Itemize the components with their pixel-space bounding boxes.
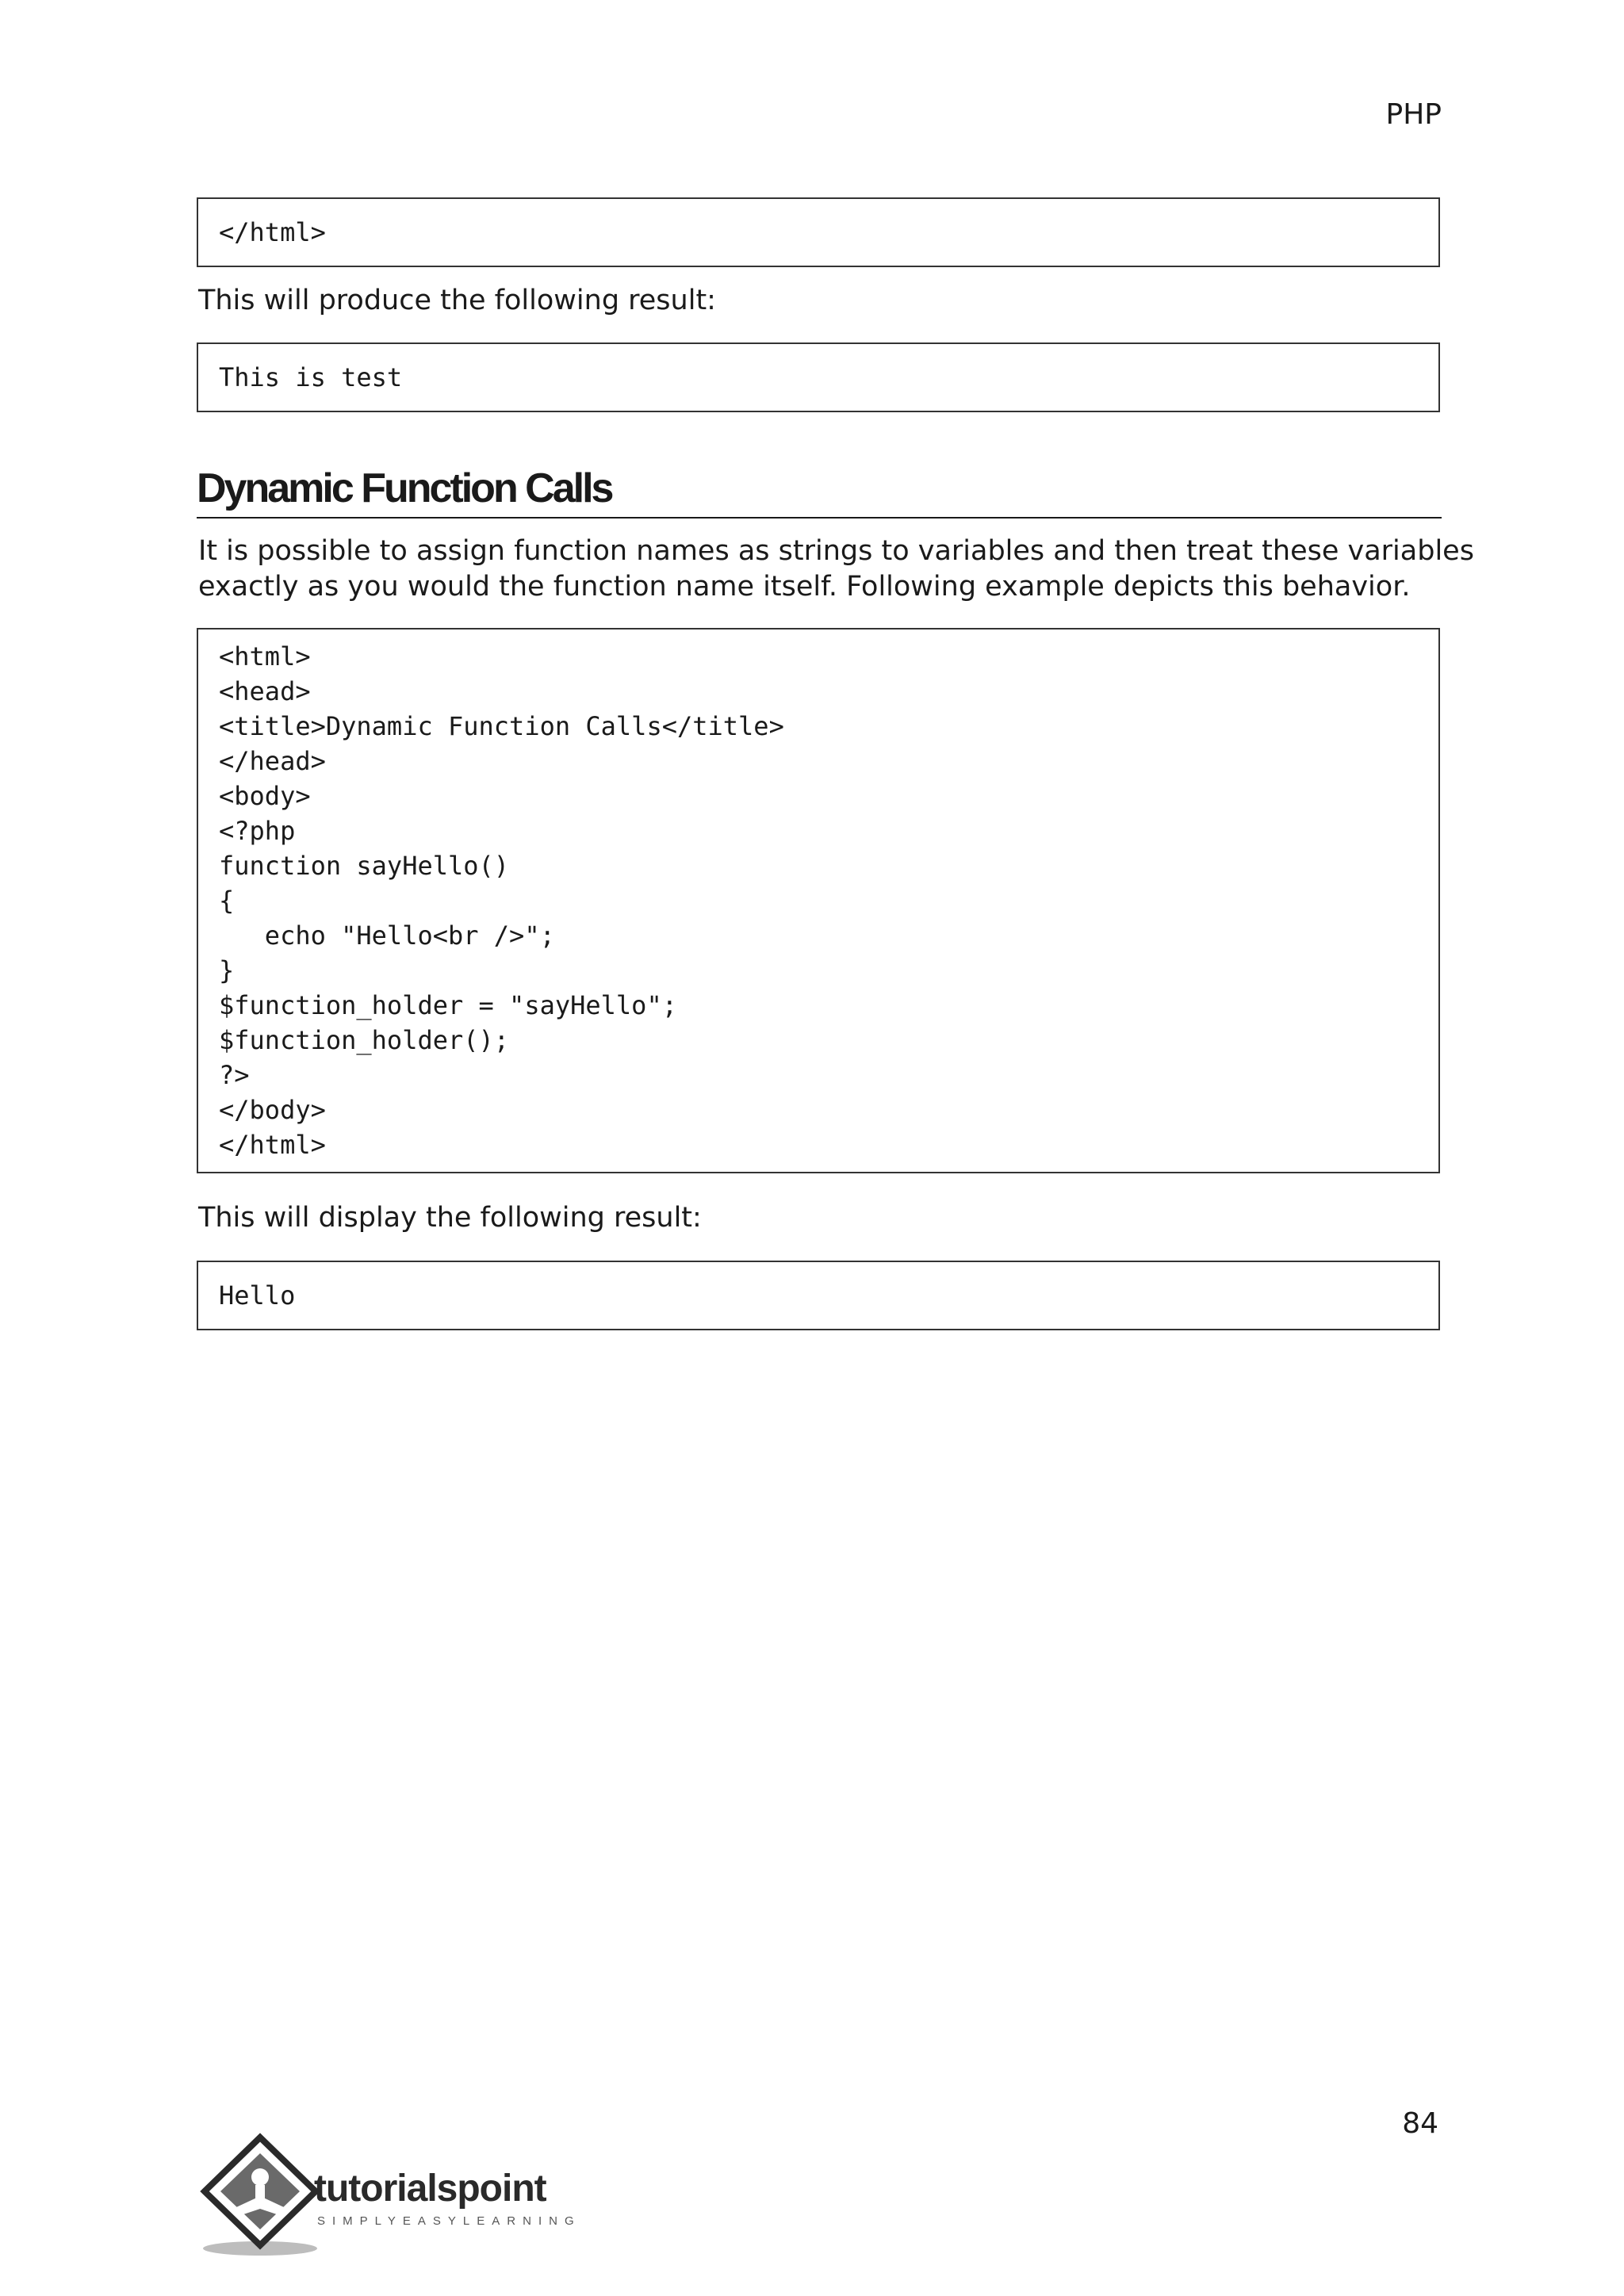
code-line: } (219, 955, 235, 985)
code-line: <title>Dynamic Function Calls</title> (219, 711, 784, 741)
code-block-closing-html (197, 197, 1440, 267)
code-block-example (197, 628, 1440, 1173)
result-output-box (197, 342, 1440, 412)
code-line: </html> (219, 1130, 326, 1160)
code-line: </html> (219, 217, 326, 247)
code-line: echo "Hello<br />"; (219, 920, 555, 951)
logo-wordmark: tutorialspoint (314, 2168, 546, 2210)
code-line: <head> (219, 676, 311, 706)
code-line: </body> (219, 1095, 326, 1125)
result-output-line: Hello (219, 1280, 296, 1311)
code-line: <html> (219, 641, 311, 672)
section-heading: Dynamic Function Calls (197, 460, 1442, 519)
code-line: function sayHello() (219, 851, 510, 881)
figure-body-icon (255, 2185, 265, 2199)
result-intro-text: This will display the following result: (198, 1202, 702, 1234)
result-intro-text: This will produce the following result: (198, 285, 716, 316)
paragraph-line-1: It is possible to assign function names as strings to variables and then treat these variables (198, 535, 1474, 567)
paragraph-line-2: exactly as you would the function name itself. Following example depicts this behavior. (198, 571, 1411, 603)
code-line: </head> (219, 746, 326, 776)
code-line: $function_holder(); (219, 1025, 510, 1055)
code-line: $function_holder = "sayHello"; (219, 990, 677, 1020)
logo-tagline: SIMPLYEASYLEARNING (317, 2214, 581, 2228)
code-line: ?> (219, 1060, 250, 1090)
page-number: 84 (1402, 2107, 1438, 2140)
figure-head-icon (251, 2168, 269, 2186)
running-header: PHP (1385, 98, 1442, 131)
code-line: <body> (219, 781, 311, 811)
tutorialspoint-logo (197, 2133, 601, 2260)
code-line: { (219, 886, 235, 916)
result-output-line: This is test (219, 362, 403, 392)
result-output-box (197, 1261, 1440, 1330)
code-line: <?php (219, 816, 296, 846)
